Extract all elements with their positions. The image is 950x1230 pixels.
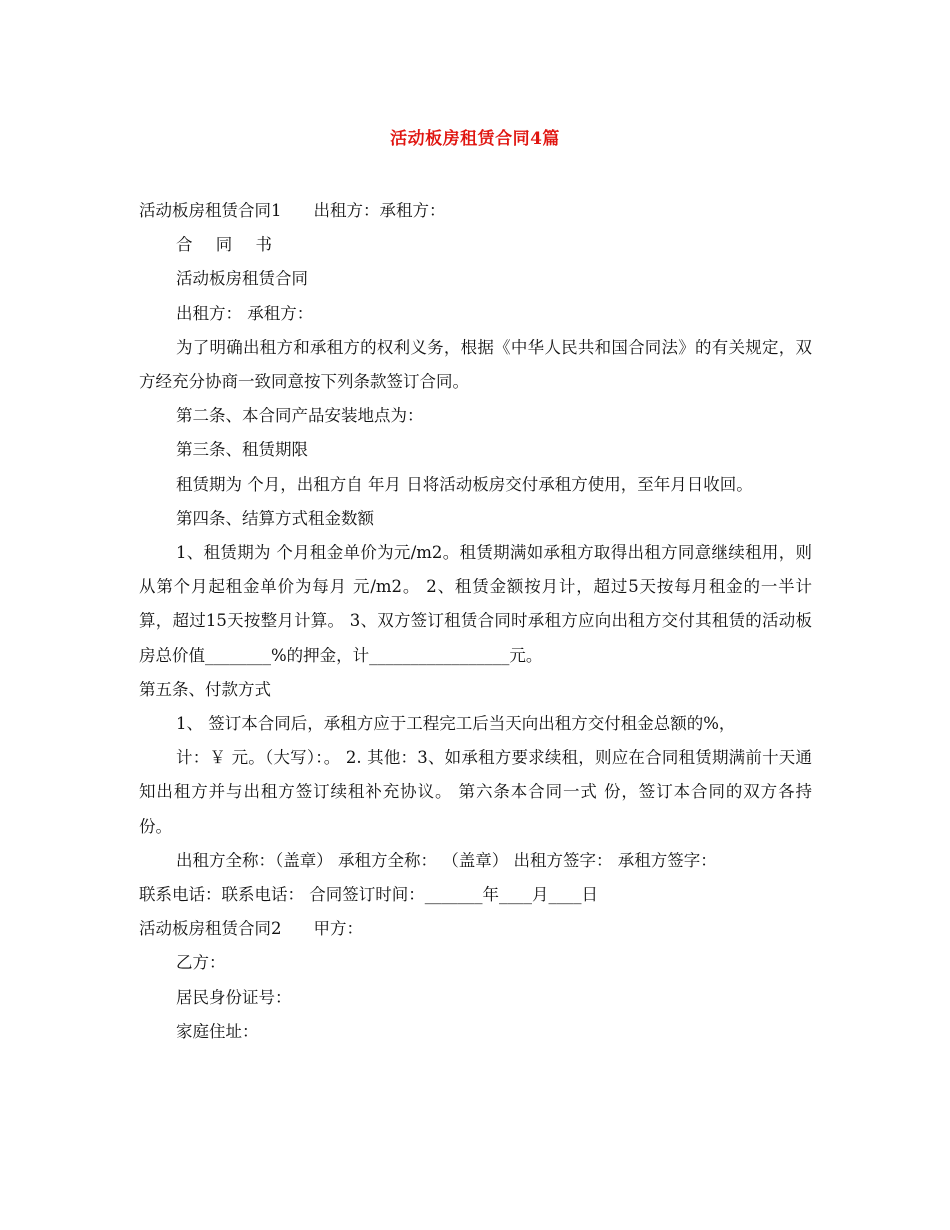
- contract2-heading-line: [139, 912, 812, 946]
- contract1-article4-text: 1、租赁期为 个月租金单价为元/m2。租赁期满如承租方取得出租方同意继续租用，则从第个月起租金单价为每月 元/m2。 2、租赁金额按月计，超过5天按每月租金的一半计算，超过15天按整月计算。 3、双方签订租赁合同时承租方应向出租方交付其租赁的活动板房总价值________%的押金，计_________________元。: [139, 543, 812, 665]
- contract2-id-number: 居民身份证号：: [176, 987, 292, 1007]
- contract1-article5-title: 第五条、付款方式: [139, 679, 271, 699]
- contract1-heading-line: [139, 194, 812, 228]
- contract1-parties: 出租方： 承租方：: [176, 303, 314, 323]
- contract1-contact-line: 联系电话：联系电话： 合同签订时间：_______年____月____日: [139, 885, 598, 905]
- contract1-doc-name: 活动板房租赁合同: [176, 269, 308, 289]
- document-body: [139, 194, 812, 1049]
- contract2-address: 家庭住址：: [176, 1021, 259, 1041]
- contract1-article3-text: 租赁期为 个月，出租方自 年月 日将活动板房交付承租方使用，至年月日收回。: [176, 474, 753, 494]
- contract1-article4-title: 第四条、结算方式租金数额: [176, 508, 374, 528]
- contract1-article2: 第二条、本合同产品安装地点为：: [176, 406, 424, 426]
- contract1-heading: 活动板房租赁合同1: [139, 201, 282, 220]
- contract1-signature-line: 出租方全称：（盖章） 承租方全称： （盖章） 出租方签字： 承租方签字：: [176, 850, 717, 870]
- document-title: 活动板房租赁合同4篇: [390, 129, 560, 149]
- contract2-heading: 活动板房租赁合同2: [139, 919, 282, 939]
- contract1-parties-inline: 出租方：承租方：: [313, 201, 446, 220]
- contract2-party-b: 乙方：: [176, 953, 226, 973]
- contract2-party-a: 甲方：: [313, 919, 363, 939]
- contract1-preamble: 为了明确出租方和承租方的权利义务，根据《中华人民共和国合同法》的有关规定，双方经充分协商一致同意按下列条款签订合同。: [139, 337, 812, 392]
- contract1-article5-line1: 1、 签订本合同后，承租方应于工程完工后当天向出租方交付租金总额的%，: [176, 714, 736, 734]
- contract1-doc-label: 合 同 书: [176, 235, 281, 255]
- contract1-article5-text: 计：￥ 元。（大写）：。 2. 其他：3、如承租方要求续租，则应在合同租赁期满前十天通知出租方并与出租方签订续租补充协议。 第六条本合同一式 份，签订本合同的双方各持 份。: [139, 748, 812, 836]
- contract1-article3-title: 第三条、租赁期限: [176, 440, 308, 460]
